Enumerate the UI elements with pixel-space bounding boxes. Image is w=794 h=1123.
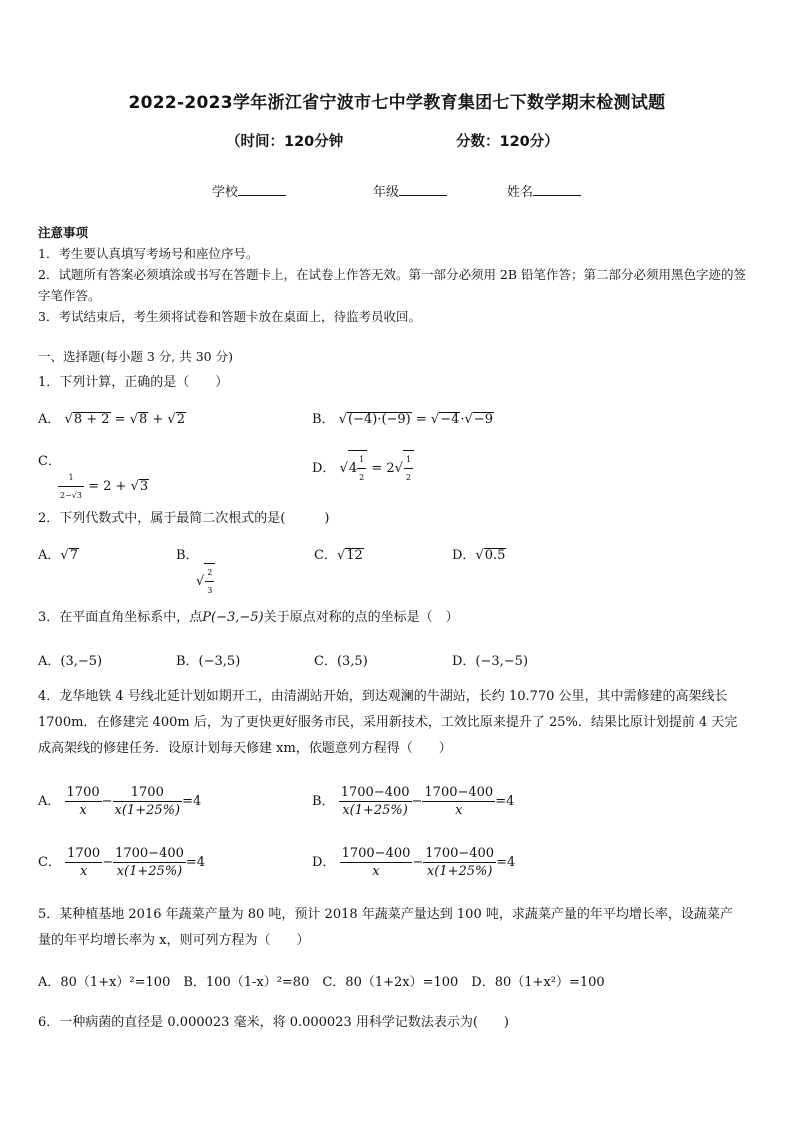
option-label: C． xyxy=(38,454,61,469)
grade-blank xyxy=(399,183,447,196)
name-label: 姓名 xyxy=(507,185,534,200)
question-6-stem: 6．一种病菌的直径是 0.000023 毫米，将 0.000023 用科学记数法表示为( ) xyxy=(38,1015,510,1030)
fraction-numerator: 1700−400 xyxy=(115,846,184,861)
q4-option-d xyxy=(312,845,515,880)
fraction-denominator: x xyxy=(372,864,380,879)
fraction-numerator: 1700 xyxy=(113,784,183,802)
minus-sign: − xyxy=(412,855,424,870)
q4-line: 4．龙华地铁 4 号线北延计划如期开工，由清湖站开始，到达观澜的牛湖站，长约 10.770 公里，其中需修建的高架线长 xyxy=(38,689,728,704)
q3-stem-pre: 3．在平面直角坐标系中，点 xyxy=(38,610,203,625)
q1b-math: √(−4)·(−9) = √−4·√−9 xyxy=(338,412,493,427)
question-3-stem xyxy=(38,605,760,631)
q2-option-a: A．√7 xyxy=(38,548,78,563)
q3-option-a: A．(3,−5) xyxy=(38,654,103,669)
q3-option-b: B．(−3,5) xyxy=(176,654,241,669)
q1c-math: $\frac{1}{2-√3}$ = 2 + √3 xyxy=(58,479,149,494)
equals-four: =4 xyxy=(185,855,206,870)
q2-option-b: B． √ $\frac{2}{3}$ xyxy=(176,544,215,599)
option-label: D． xyxy=(312,855,336,870)
fraction-denominator: x xyxy=(455,803,463,818)
fraction-numerator: 1700 xyxy=(66,785,100,800)
q2-option-d: D．√0.5 xyxy=(452,548,506,563)
q1-option-a xyxy=(38,408,186,427)
q5-options: A．80（1+x）²=100 B．100（1-x）²=80 C．80（1+2x）=100 D．80（1+x²）=100 xyxy=(38,975,605,990)
option-label: D． xyxy=(312,461,336,476)
option-label: B． xyxy=(312,412,335,427)
fraction-denominator: x xyxy=(79,864,88,879)
q1-option-b xyxy=(312,408,494,427)
q4-line: 1700m．在修建完 400m 后，为了更快更好服务市民，采用新技术，工效比原来提升了 25%．结果比原计划提前 4 天完 xyxy=(38,715,738,730)
q4-option-b xyxy=(312,784,514,819)
school-blank xyxy=(238,183,286,196)
q3-option-c: C．(3,5) xyxy=(314,654,368,669)
q5-line: 5．某种植基地 2016 年蔬菜产量为 80 吨，预计 2018 年蔬菜产量达到 100 吨，求蔬菜产量的年平均增长率，设蔬菜产 xyxy=(38,907,733,922)
section-heading: 一、选择题(每小题 3 分, 共 30 分) xyxy=(38,349,233,364)
fraction-numerator: 1700−400 xyxy=(424,785,494,800)
question-1-stem: 1．下列计算，正确的是（ ） xyxy=(38,375,229,390)
grade-label: 年级 xyxy=(373,185,400,200)
question-2-stem: 2．下列代数式中，属于最简二次根式的是( ) xyxy=(38,511,330,526)
q4-line: 成高架线的修建任务．设原计划每天修建 xm，依题意列方程得（ ） xyxy=(38,741,452,756)
option-label: B． xyxy=(312,794,335,809)
q3-point: P(−3,−5) xyxy=(202,610,264,625)
q3-stem-post: 关于原点对称的点的坐标是（ ） xyxy=(263,610,459,625)
note-item: 2．试题所有答案必须填涂或书写在答题卡上，在试卷上作答无效。第一部分必须用 2B 铅笔作答；第二部分必须用黑色字迹的签字笔作答。 xyxy=(38,267,747,303)
note-item: 3．考试结束后，考生须将试卷和答题卡放在桌面上，待监考员收回。 xyxy=(38,309,421,324)
exam-time: （时间：120分钟 xyxy=(226,134,344,150)
q1-option-d xyxy=(312,450,414,486)
q2-option-c: C．√12 xyxy=(314,548,363,563)
minus-sign: − xyxy=(411,794,423,809)
equals-four: =4 xyxy=(496,855,516,870)
name-field xyxy=(507,181,581,200)
equals-four: =4 xyxy=(495,794,515,809)
notes xyxy=(38,222,758,327)
notes-heading: 注意事项 xyxy=(38,225,89,240)
equals-four: =4 xyxy=(182,794,202,809)
school-field xyxy=(212,181,286,200)
q1d-math: √4 $\frac{1}{2}$ = 2√ $\frac{1}{2}$ xyxy=(340,461,414,476)
option-label: A． xyxy=(38,412,61,427)
note-item: 1．考生要认真填写考场号和座位序号。 xyxy=(38,246,259,261)
q4-option-c xyxy=(38,845,205,880)
q4-option-a xyxy=(38,784,201,819)
fraction-numerator: 1700−400 xyxy=(341,846,411,861)
fraction-denominator: x(1+25%) xyxy=(342,803,408,818)
q5-line: 量的年平均增长率为 x，则可列方程为（ ） xyxy=(38,933,310,948)
fraction-denominator: x(1+25%) xyxy=(426,864,493,879)
fraction-denominator: x(1+25%) xyxy=(114,803,181,818)
fraction-numerator: 1700−400 xyxy=(425,846,495,861)
question-5-stem xyxy=(38,902,760,954)
fraction-denominator: x xyxy=(79,803,87,818)
page-title: 2022-2023学年浙江省宁波市七中学教育集团七下数学期末检测试题 xyxy=(128,93,666,113)
fraction-numerator: 1700 xyxy=(67,846,101,861)
option-label: B． xyxy=(176,548,199,563)
q1-option-c xyxy=(38,450,149,504)
minus-sign: − xyxy=(102,855,114,870)
option-label: C． xyxy=(38,855,61,870)
minus-sign: − xyxy=(101,794,113,809)
option-label: A． xyxy=(38,548,61,563)
q3-option-d: D．(−3,−5) xyxy=(452,654,529,669)
name-blank xyxy=(533,183,581,196)
q1a-math: √8 + 2 = √8 + √2 xyxy=(64,412,185,427)
exam-score: 分数：120分） xyxy=(456,134,559,150)
fraction-numerator: 1700−400 xyxy=(340,785,410,800)
fraction-denominator: x(1+25%) xyxy=(116,864,183,879)
school-label: 学校 xyxy=(212,185,239,200)
option-label: D． xyxy=(452,548,476,563)
question-4-stem xyxy=(38,684,760,762)
option-label: C． xyxy=(314,548,337,563)
grade-field xyxy=(373,181,447,200)
option-label: A． xyxy=(38,794,61,809)
